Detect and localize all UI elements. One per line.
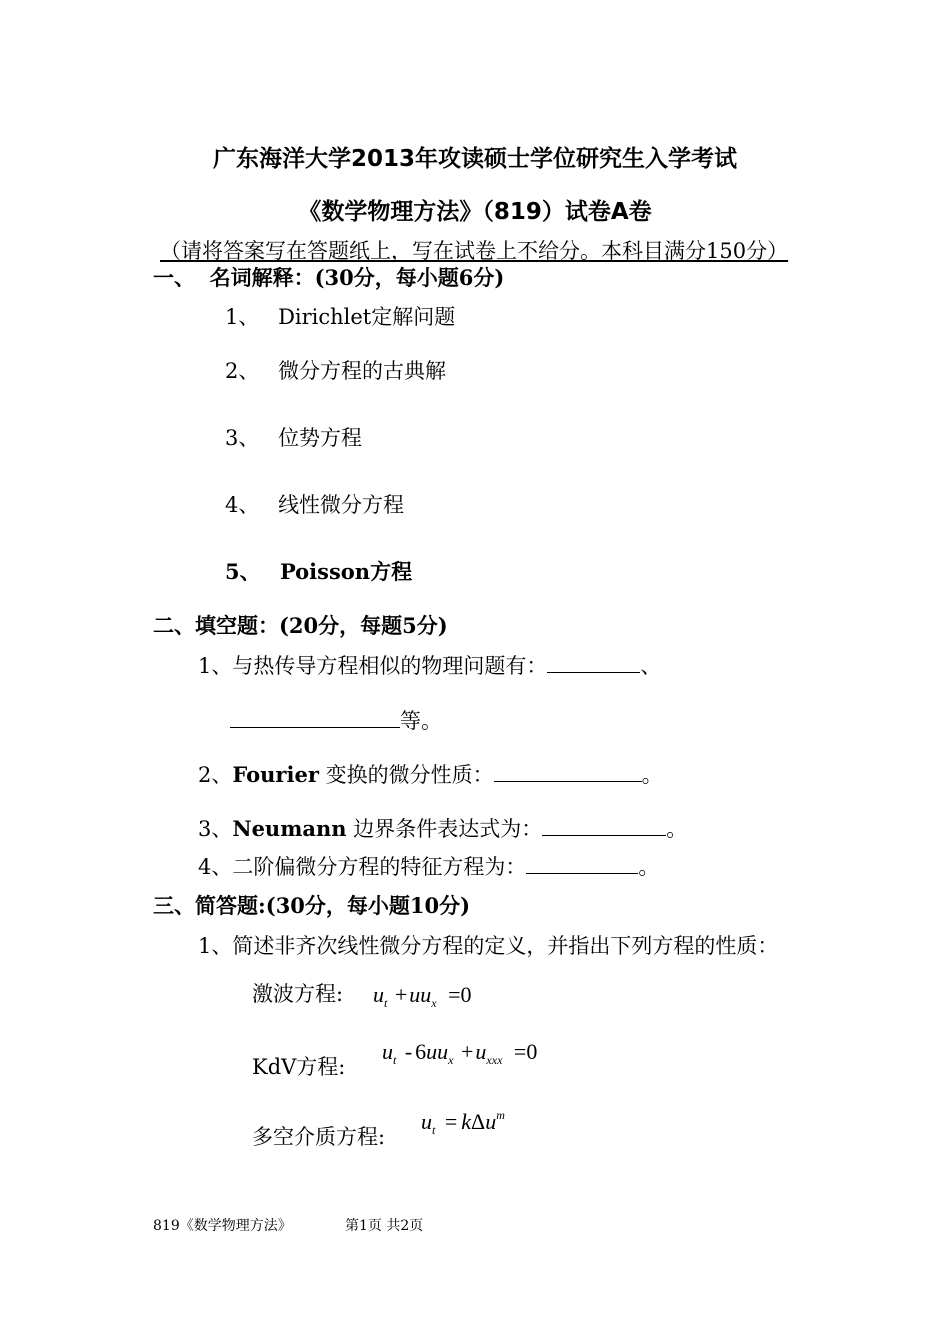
fill-question-3 xyxy=(198,813,687,843)
answer-blank xyxy=(494,761,642,782)
question-end: 。 xyxy=(641,763,663,787)
footer-page-number: 第1页 共2页 xyxy=(345,1218,424,1234)
item-text: 位势方程 xyxy=(278,426,363,450)
question-text: 1、与热传导方程相似的物理问题有： xyxy=(198,654,548,678)
section1-heading: 一、 名词解释：(30分，每小题6分) xyxy=(153,265,505,290)
term: Neumann xyxy=(232,816,347,841)
item-number: 2、 xyxy=(225,359,260,383)
answer-blank xyxy=(526,853,638,874)
item-number: 1、 xyxy=(225,305,260,329)
shock-wave-equation-label: 激波方程: xyxy=(252,982,344,1006)
exam-instructions: （请将答案写在答题纸上，写在试卷上不给分。本科目满分150分） xyxy=(160,239,789,263)
question-number: 2、 xyxy=(198,763,233,787)
term: Fourier xyxy=(232,762,319,787)
exam-title: 广东海洋大学2013年攻读硕士学位研究生入学考试 xyxy=(212,146,737,172)
answer-blank xyxy=(230,707,400,728)
question-text: 4、二阶偏微分方程的特征方程为： xyxy=(198,855,527,879)
fill-question-2 xyxy=(198,759,663,789)
question-number: 3、 xyxy=(198,817,233,841)
item-text: Poisson方程 xyxy=(279,559,413,584)
exam-subtitle: 《数学物理方法》（819）试卷A卷 xyxy=(298,199,652,225)
section1-item-1 xyxy=(225,301,455,331)
question-end: 。 xyxy=(666,817,688,841)
answer-blank xyxy=(547,652,640,673)
item-number: 5、 xyxy=(225,559,261,584)
section3-heading: 三、简答题:(30分，每小题10分) xyxy=(153,893,471,918)
item-text: 线性微分方程 xyxy=(278,493,405,517)
item-number: 4、 xyxy=(225,493,260,517)
item-text: 微分方程的古典解 xyxy=(278,359,447,383)
section2-heading: 二、填空题：(20分，每题5分) xyxy=(153,613,448,638)
question-text: 边界条件表达式为： xyxy=(353,817,543,841)
question-text: 等。 xyxy=(400,709,442,733)
short-answer-question-1: 1、简述非齐次线性微分方程的定义，并指出下列方程的性质： xyxy=(198,934,779,958)
question-text: 变换的微分性质： xyxy=(325,763,494,787)
porous-medium-equation: $u_t = k\Delta u^m$ xyxy=(421,1108,505,1137)
separator: 、 xyxy=(640,654,662,678)
footer-course: 819《数学物理方法》 xyxy=(153,1218,292,1234)
shock-wave-equation: $u_t +uu_x =0$ xyxy=(373,982,472,1010)
section1-item-3 xyxy=(225,422,362,452)
fill-question-1-continued xyxy=(230,705,442,735)
item-number: 3、 xyxy=(225,426,260,450)
item-text: Dirichlet定解问题 xyxy=(278,305,456,329)
question-end: 。 xyxy=(638,855,660,879)
section1-item-2 xyxy=(225,355,446,385)
kdv-equation-label: KdV方程: xyxy=(252,1055,346,1079)
section1-item-5 xyxy=(225,556,412,586)
answer-blank xyxy=(542,815,666,836)
section1-item-4 xyxy=(225,489,404,519)
kdv-equation: $u_t - 6uu_x +u_{xxx} =0$ xyxy=(382,1039,538,1067)
porous-medium-equation-label: 多空介质方程: xyxy=(252,1125,386,1149)
fill-question-1 xyxy=(198,650,661,680)
fill-question-4 xyxy=(198,851,659,881)
